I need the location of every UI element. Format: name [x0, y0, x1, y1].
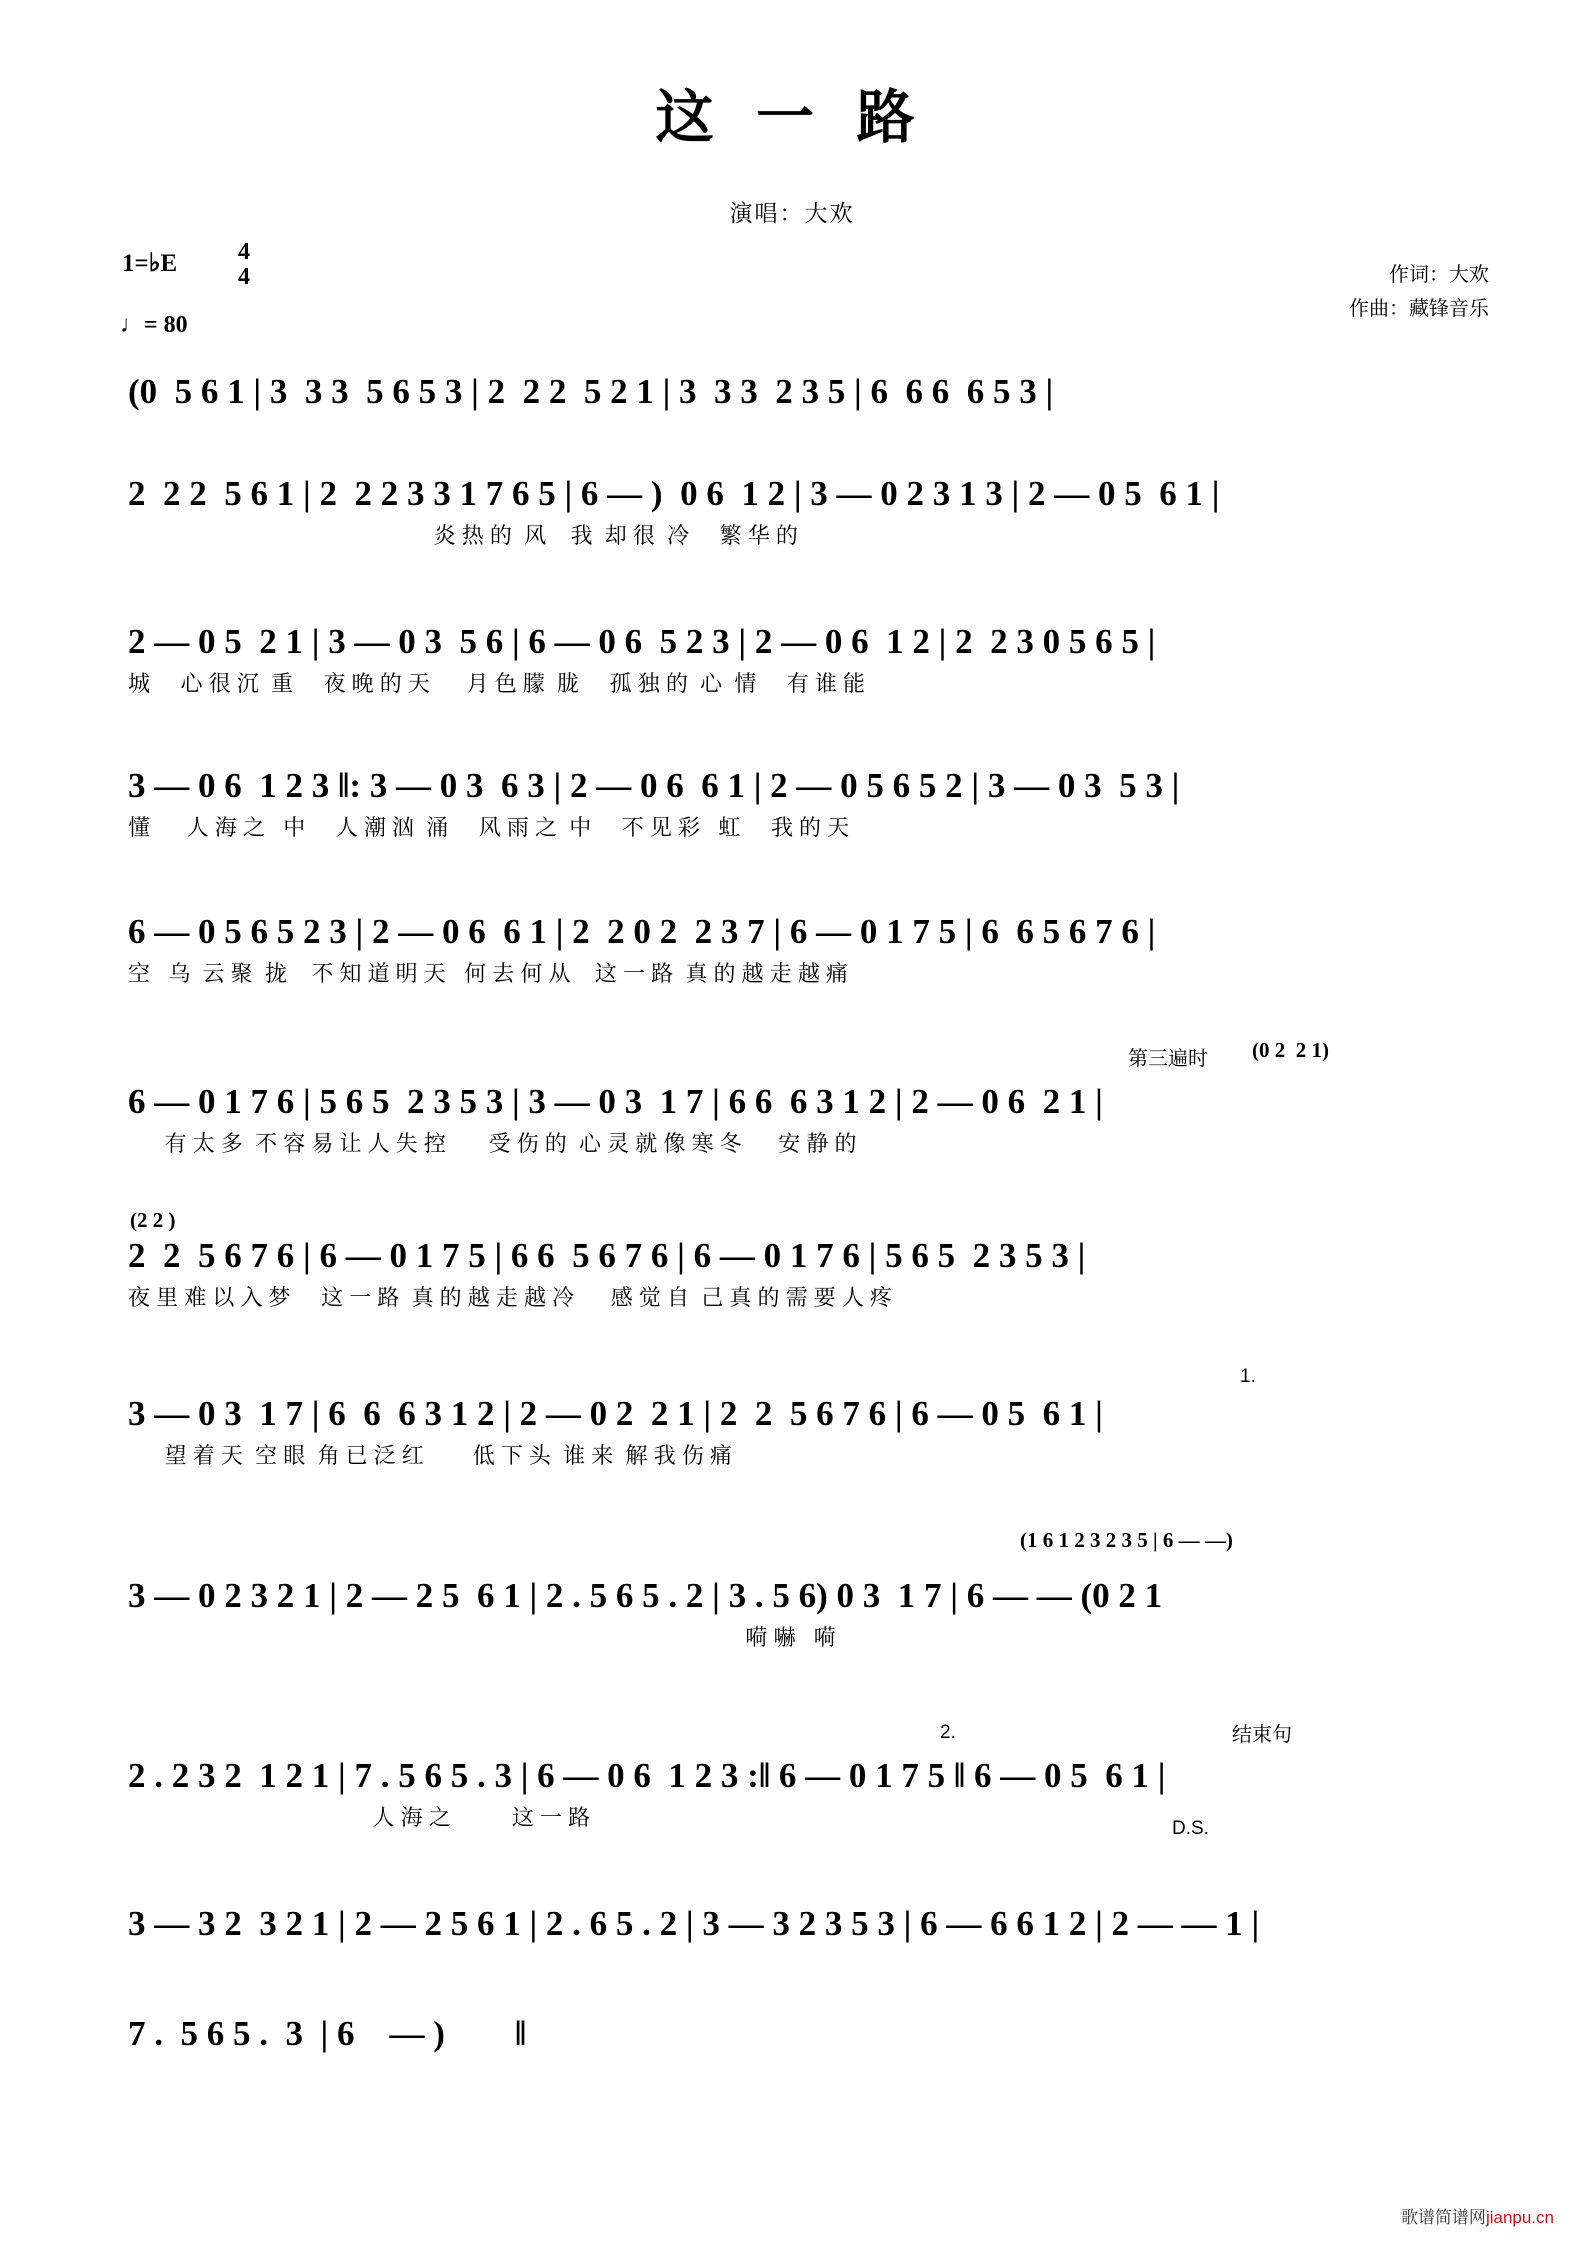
music-line-10 [128, 1752, 1458, 1848]
music-line-6 [128, 1078, 1458, 1174]
lyrics-row [128, 416, 1458, 452]
watermark-url: jianpu.cn [1485, 2208, 1554, 2227]
notes-row: 2 — 0 5 2 1 | 3 — 0 3 5 6 | 6 — 0 6 5 2 3 | 2 — 0 6 1 2 | 2 2 3 0 5 6 5 | [128, 622, 1156, 661]
notes-row: 2 2 5 6 7 6 | 6 — 0 1 7 5 | 6 6 5 6 7 6 | 6 — 0 1 7 6 | 5 6 5 2 3 5 3 | [128, 1236, 1086, 1275]
lyrics-row: 嗬 嚇 嗬 [128, 1625, 836, 1650]
composer-credit: 作曲：藏锋音乐 [1349, 298, 1489, 320]
lyrics-row: 空 乌 云 聚 拢 不 知 道 明 天 何 去 何 从 这 一 路 真 的 越 走 越 痛 [128, 961, 848, 986]
notes-row: (0 5 6 1 | 3 3 3 5 6 5 3 | 2 2 2 5 2 1 | 3 3 3 2 3 5 | 6 6 6 6 5 3 | [128, 372, 1054, 411]
notes-row: 6 — 0 1 7 6 | 5 6 5 2 3 5 3 | 3 — 0 3 1 7 | 6 6 6 3 1 2 | 2 — 0 6 2 1 | [128, 1082, 1103, 1121]
insert-notes: (1 6 1 2 3 2 3 5 | 6 — —) [1020, 1528, 1233, 1552]
lyrics-row [128, 2058, 1458, 2094]
music-line-8 [128, 1390, 1458, 1486]
watermark [1401, 2203, 1554, 2228]
notes-row: 2 . 2 3 2 1 2 1 | 7 . 5 6 5 . 3 | 6 — 0 6 1 2 3 :‖ 6 — 0 1 7 5 ‖ 6 — 0 5 6 1 | [128, 1756, 1166, 1795]
time-signature [238, 240, 250, 290]
music-line-11 [128, 1900, 1458, 1996]
notes-row: 3 — 0 6 1 2 3 ‖: 3 — 0 3 6 3 | 2 — 0 6 6 1 | 2 — 0 5 6 5 2 | 3 — 0 3 5 3 | [128, 766, 1180, 805]
notes-row: 2 2 2 5 6 1 | 2 2 2 3 3 1 7 6 5 | 6 — ) 0 6 1 2 | 3 — 0 2 3 1 3 | 2 — 0 5 6 1 | [128, 474, 1220, 513]
ds-label: D.S. [1172, 1818, 1209, 1839]
third-time-notes: (0 2 2 1) [1252, 1038, 1329, 1062]
time-signature-denominator: 4 [238, 264, 250, 290]
ending-2-label: 2. [940, 1722, 956, 1743]
music-line-2 [128, 470, 1458, 566]
music-line-3 [128, 618, 1458, 714]
singer-credit: 演唱：大欢 [729, 201, 855, 226]
notes-row: 3 — 0 2 3 2 1 | 2 — 2 5 6 1 | 2 . 5 6 5 . 2 | 3 . 5 6) 0 3 1 7 | 6 — — (0 2 1 [128, 1576, 1163, 1615]
lyrics-row: 人 海 之 这 一 路 [128, 1805, 591, 1830]
notes-row: 7 . 5 6 5 . 3 | 6 — ) ‖ [128, 2014, 527, 2053]
ending-1-label: 1. [1240, 1366, 1256, 1387]
lyrics-row: 有 太 多 不 容 易 让 人 失 控 受 伤 的 心 灵 就 像 寒 冬 安 静 的 [128, 1131, 857, 1156]
lyrics-row: 炎 热 的 风 我 却 很 冷 繁 华 的 [128, 523, 798, 548]
lyrics-row: 夜 里 难 以 入 梦 这 一 路 真 的 越 走 越 冷 感 觉 自 己 真 的 需 要 人 疼 [128, 1285, 892, 1310]
notes-row: 3 — 3 2 3 2 1 | 2 — 2 5 6 1 | 2 . 6 5 . 2 | 3 — 3 2 3 5 3 | 6 — 6 6 1 2 | 2 — — 1 | [128, 1904, 1260, 1943]
music-line-12 [128, 2010, 1458, 2106]
music-line-1 [128, 368, 1458, 464]
key-signature: 1=♭E [122, 250, 178, 277]
lyrics-row: 望 着 天 空 眼 角 已 泛 红 低 下 头 谁 来 解 我 伤 痛 [128, 1443, 732, 1468]
credits-block [1349, 258, 1489, 326]
music-line-7 [128, 1232, 1458, 1328]
lyrics-row [128, 1948, 1458, 1984]
tempo-marking: ♩= 80 [120, 312, 188, 338]
page-title: 这 一 路 [655, 85, 929, 150]
lyrics-row: 城 心 很 沉 重 夜 晚 的 天 月 色 朦 胧 孤 独 的 心 情 有 谁 能 [128, 671, 866, 696]
music-line-4 [128, 762, 1458, 858]
notes-row: 6 — 0 5 6 5 2 3 | 2 — 0 6 6 1 | 2 2 0 2 2 3 7 | 6 — 0 1 7 5 | 6 6 5 6 7 6 | [128, 912, 1156, 951]
music-line-9 [128, 1572, 1458, 1668]
lyricist-credit: 作词：大欢 [1389, 264, 1489, 286]
third-time-label: 第三遍时 [1128, 1048, 1208, 1070]
pickup-22-label: (2 2 ) [130, 1208, 176, 1232]
music-line-5 [128, 908, 1458, 1004]
time-signature-numerator: 4 [238, 239, 250, 265]
notes-row: 3 — 0 3 1 7 | 6 6 6 3 1 2 | 2 — 0 2 2 1 | 2 2 5 6 7 6 | 6 — 0 5 6 1 | [128, 1394, 1103, 1433]
coda-label: 结束句 [1232, 1724, 1292, 1746]
watermark-site-name: 歌谱简谱网 [1400, 2208, 1486, 2227]
lyrics-row: 懂 人 海 之 中 人 潮 汹 涌 风 雨 之 中 不 见 彩 虹 我 的 天 [128, 815, 850, 840]
